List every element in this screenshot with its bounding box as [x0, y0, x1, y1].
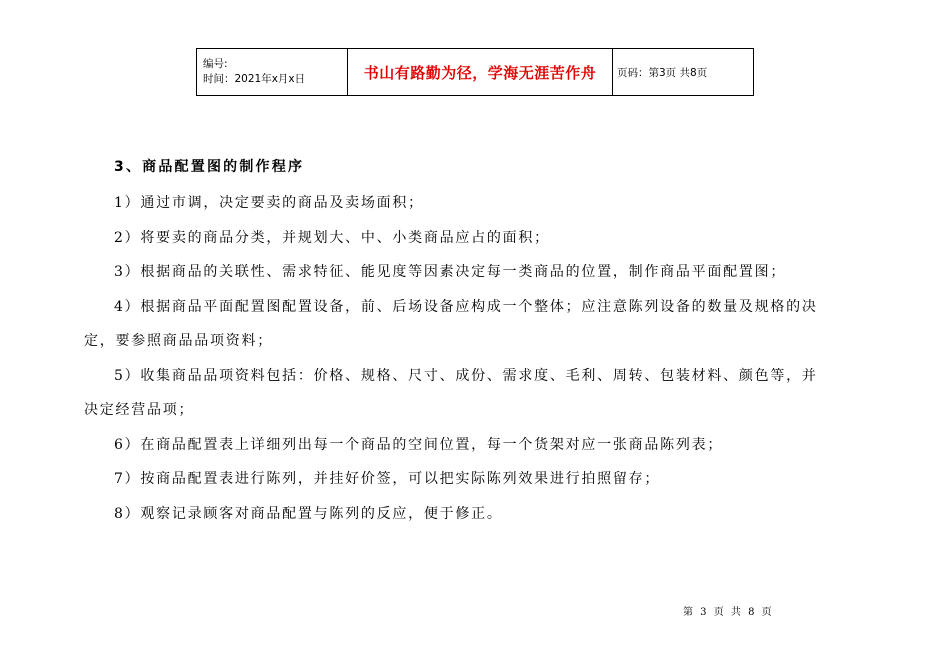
- item-text: 根据商品的关联性、需求特征、能见度等因素决定每一类商品的位置，制作商品平面配置图；: [140, 264, 787, 280]
- list-item: [114, 428, 874, 463]
- header-page-label: 页码：第3页 共8页: [613, 49, 754, 96]
- item-text: 根据商品平面配置图配置设备，前、后场设备应构成一个整体；应注意陈列设备的数量及规格的决: [140, 298, 818, 315]
- page-footer: 第 3 页 共 8 页: [683, 607, 774, 618]
- time-label: 时间：2021年x月x日: [203, 73, 306, 85]
- item-text: 将要卖的商品分类，并规划大、中、小类商品应占的面积；: [140, 229, 550, 246]
- header-info-cell: [197, 49, 348, 96]
- document-body: [84, 148, 874, 531]
- item-number: 5）: [114, 367, 141, 384]
- header-motto: 书山有路勤为径，学海无涯苦作舟: [348, 49, 613, 96]
- item-number: 2）: [114, 229, 141, 246]
- item-number: 1）: [114, 195, 141, 211]
- item-text: 在商品配置表上详细列出每一个商品的空间位置，每一个货架对应一张商品陈列表；: [140, 436, 724, 453]
- item-number: 6）: [114, 436, 141, 453]
- list-item: [114, 462, 874, 497]
- item-number: 3）: [114, 264, 141, 280]
- list-item: [114, 255, 874, 290]
- item-text-continued: 决定经营品项；: [84, 402, 195, 418]
- list-item: [84, 290, 874, 359]
- item-number: 8）: [114, 505, 141, 522]
- list-item: [114, 221, 874, 256]
- list-item: [114, 497, 874, 532]
- item-text: 收集商品品项资料包括：价格、规格、尺寸、成份、需求度、毛利、周转、包装材料、颜色等，并: [140, 367, 818, 384]
- number-label: 编号:: [203, 58, 228, 70]
- item-number: 7）: [114, 471, 141, 487]
- item-text: 观察记录顾客对商品配置与陈列的反应，便于修正。: [140, 505, 503, 522]
- item-text: 按商品配置表进行陈列，并挂好价签，可以把实际陈列效果进行拍照留存；: [140, 471, 661, 487]
- item-text: 通过市调，决定要卖的商品及卖场面积；: [140, 195, 424, 211]
- list-item: [114, 186, 874, 221]
- section-title: 3、商品配置图的制作程序: [114, 159, 305, 175]
- item-number: 4）: [114, 298, 141, 315]
- header-table: [196, 48, 754, 96]
- list-item: [84, 359, 874, 428]
- item-text-continued: 定，要参照商品品项资料；: [84, 333, 273, 349]
